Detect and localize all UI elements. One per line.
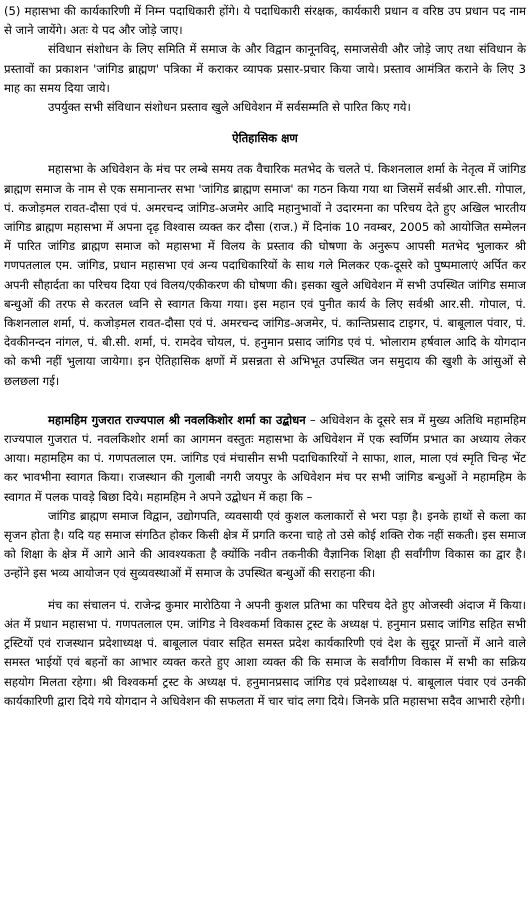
governor-address-paragraph xyxy=(4,411,526,507)
intro-paragraph-2: संविधान संशोधन के लिए समिति में समाज के और विद्वान कानूनविद्, समाजसेवी और जोड़े जाए तथा संविधान के प्रस्तावों का प्रकाशन 'जांगिड ब्राह्मण' पत्रिका में कराकर व्यापक प्रसार-प्रचार किया जाये। प्रस्ताव आमंत्रित कराने के लिए 3 माह का समय दिया जाये। xyxy=(4,42,526,95)
intro-paragraph-1: (5) महासभा की कार्यकारिणी में निम्न पदाधिकारी होंगे। ये पदाधिकारी संरक्षक, कार्यकारी प्रधान व वरिष्ठ उप प्रधान पद नाम से जाने जायेंगे। अतः ये पद और जोड़े जाए। xyxy=(4,4,526,38)
closing-paragraph: मंच का संचालन पं. राजेन्द्र कुमार मारोठिया ने अपनी कुशल प्रतिभा का परिचय देते हुए ओजस्वी अंदाज में किया। अंत में प्रधान महासभा पं. गणपतलाल एम. जांगिड ने विश्वकर्मा विकास ट्रस्ट के अध्यक्ष पं. हनुमान प्रसाद जांगिड सहित सभी ट्रस्टियों एवं राजस्थान प्रदेशाध्यक्ष पं. बाबूलाल पंवार सहित समस्त प्रदेश कार्यकारिणी एवं देश के सुदूर प्रान्तों में आने वाले समस्त भाईयों एवं बहनों का आभार व्यक्त करते हुए आशा व्यक्त की कि समाज के सर्वांगीण विकास में सभी का सक्रिय सहयोग मिलता रहेगा। श्री विश्वकर्मा ट्रस्ट के अध्यक्ष पं. हनुमानप्रसाद जांगिड एवं प्रदेशाध्यक्ष पं. बाबूलाल पंवार एवं उनकी कार्यकारिणी द्वारा दिये गये योगदान ने अधिवेशन की सफलता में चार चांद लगा दिये। जिनके प्रति महासभा सदैव आभारी रहेगी। xyxy=(4,597,526,708)
section-spacer xyxy=(4,148,526,160)
governor-quote-paragraph: जांगिड ब्राह्मण समाज विद्वान, उद्योगपति, व्यवसायी एवं कुशल कलाकारों से भरा पड़ा है। इनके हाथों से कला का सृजन होता है। यदि यह समाज संगठित होकर किसी क्षेत्र में प्रगति करना चाहे तो उसे कोई शक्ति रोक नहीं सकती। इस समाज को शिक्षा के क्षेत्र में आगे आने की आवश्यकता है क्योंकि नवीन तकनीकी वैज्ञानिक शिक्षा ही सर्वांगीण विकास का द्वार है। उन्होंने इस भव्य आयोजन एवं सुव्यवस्थाओं में समाज के उपस्थित बन्धुओं की सराहना की। xyxy=(4,508,526,581)
governor-address-subheading: महामहिम गुजरात राज्यपाल श्री नवलकिशोर शर्मा का उद्बोधन xyxy=(48,412,306,427)
section-spacer xyxy=(4,584,526,596)
governor-address-lead: – अधिवेशन के दूसरे सत्र में मुख्य अतिथि महामहिम राज्यपाल गुजरात पं. नवलकिशोर शर्मा का आगमन वस्तुतः महासभा के अधिवेशन में एक स्वर्णिम प्रभात का अध्याय लेकर आया। महामहिम का पं. गणपतलाल एम. जांगिड एवं मंचासीन सभी पदाधिकारियों ने साफा, शाल, माला एवं स्मृति चिन्ह भेंट कर भावभीना स्वागत किया। राजस्थान की गुलाबी नगरी जयपुर के अधिवेशन मंच पर सभी जांगिड बन्धुओं ने महामहिम के स्वागत में पलक पावड़े बिछा दिये। महामहिम ने अपने उद्बोधन में कहा कि – xyxy=(4,412,527,504)
section-spacer xyxy=(4,117,526,129)
historic-moment-paragraph: महासभा के अधिवेशन के मंच पर लम्बे समय तक वैचारिक मतभेद के चलते पं. किशनलाल शर्मा के नेतृत्व में जांगिड ब्राह्मण समाज के नाम से एक समानान्तर सभा 'जांगिड ब्राह्मण समाज' का गठन किया गया था जिसमें सर्वश्री आर.सी. गोपाल, पं. कजोड़मल रावत-दौसा एवं पं. अमरचन्द जांगिड-अजमेर आदि महानुभावों ने उदारमना का परिचय देते हुए अखिल भारतीय जांगिड ब्राह्मण महासभा में अपना दृढ़ विश्वास व्यक्त कर दौसा (राज.) में दिनांक 10 नवम्बर, 2005 को आयोजित सम्मेलन में पारित जांगिड ब्राह्मण समाज को महासभा में विलय के प्रस्ताव की घोषणा के अनुरूप आपसी मतभेद भुलाकर श्री गणपतलाल एम. जांगिड, प्रधान महासभा एवं अन्य पदाधिकारियों के साथ गले मिलकर एक-दूसरे को पुष्पमालाएं अर्पित कर अपनी सौहार्दता का परिचय दिया एवं विलय/एकीकरण की घोषणा की। इसका खुले अधिवेशन में सभी उपस्थित जांगिड समाज बन्धुओं की तरफ से करतल ध्वनि से स्वागत किया गया। इस महान एवं पुनीत कार्य के लिए सर्वश्री आर.सी. गोपाल, पं. किशनलाल शर्मा, पं. कजोड़मल रावत-दौसा एवं पं. अमरचन्द जांगिड-अजमेर, पं. कान्तिप्रसाद टाइगर, पं. बाबूलाल पंवार, पं. देवकीनन्दन नांगल, पं. बी.सी. शर्मा, पं. रामदेव चोयल, पं. हनुमान प्रसाद जांगिड एवं पं. भोलाराम हर्षवाल आदि के योगदान को कभी नहीं भुलाया जायेगा। इन ऐतिहासिक क्षणों में प्रसन्नता से अभिभूत उपस्थित जन समुदाय की खुशी के आंसुओं से छलछला गई। xyxy=(4,162,526,388)
section-spacer xyxy=(4,391,526,411)
intro-paragraph-3: उपर्युक्त सभी संविधान संशोधन प्रस्ताव खुले अधिवेशन में सर्वसम्मति से पारित किए गये। xyxy=(48,100,411,115)
historic-moment-heading: ऐतिहासिक क्षण xyxy=(232,131,298,146)
